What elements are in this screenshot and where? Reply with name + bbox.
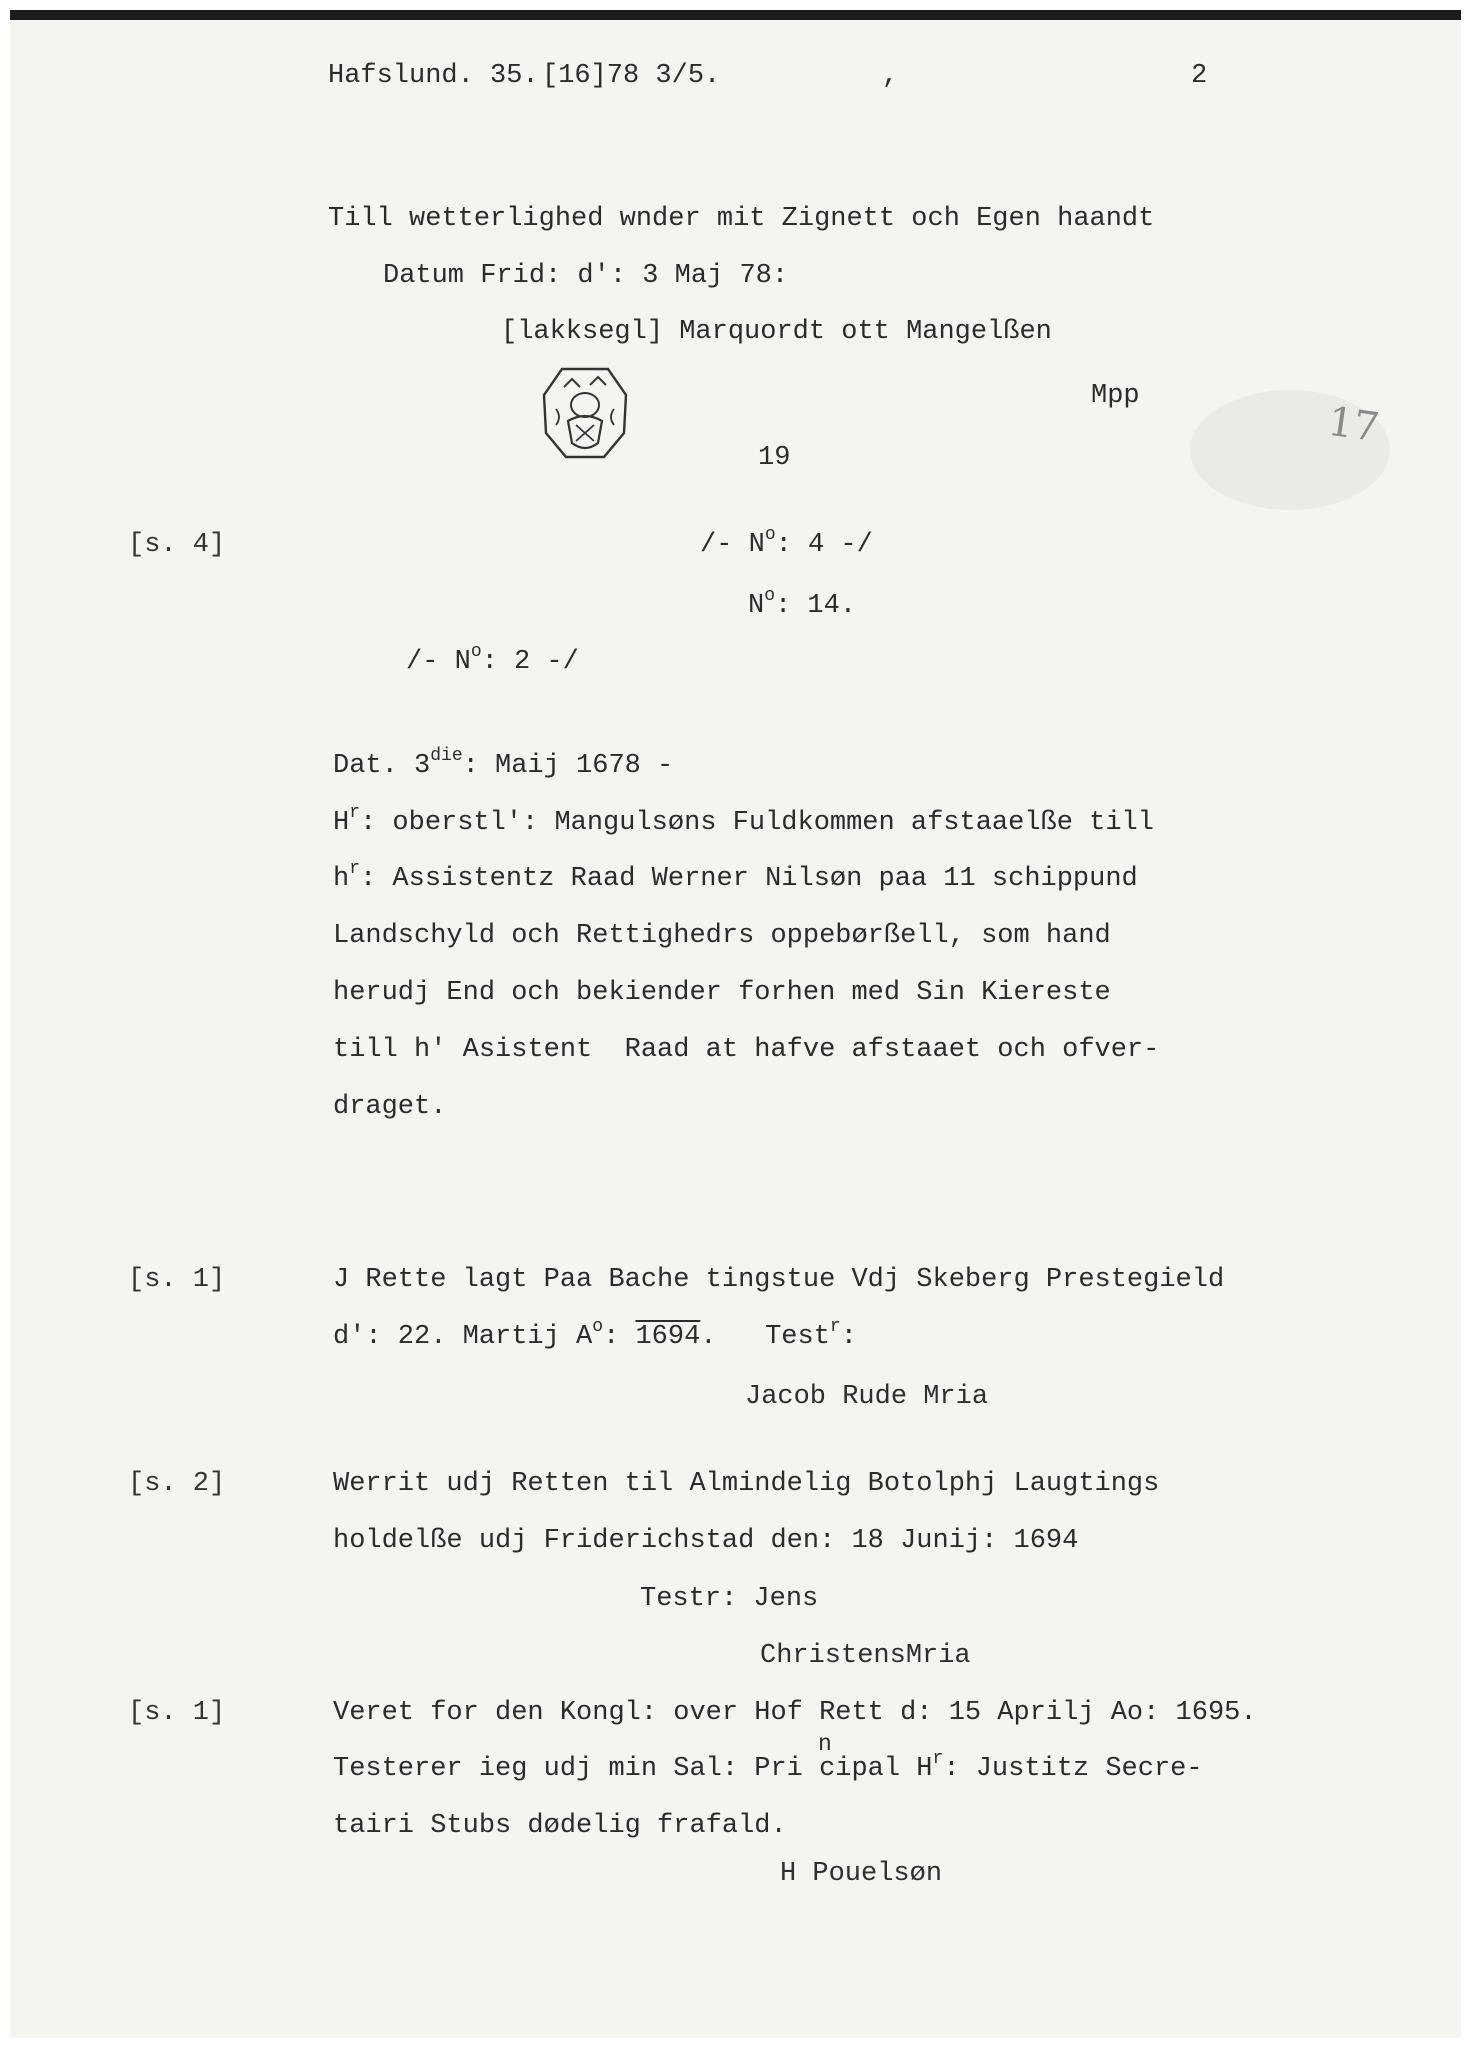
margin-ref-s4: [s. 4]	[128, 530, 226, 560]
signature-h-pouelson: H Pouelsøn	[780, 1859, 943, 1889]
header-date: [16]78 3/5.	[542, 61, 721, 91]
margin-ref-s1-a: [s. 1]	[128, 1265, 226, 1295]
insertion-letter: n	[818, 1731, 832, 1757]
number-4-line: /- $N^o$: 4 -/	[700, 525, 873, 560]
margin-ref-s2: [s. 2]	[128, 1469, 226, 1499]
entry-line-2: $h^r$: Assistentz Raad Werner Nilsøn paa 11 schippund	[333, 859, 1138, 894]
header-title: Hafslund. 35.	[328, 61, 539, 91]
document-page	[10, 10, 1461, 2038]
header-mark: ,	[882, 61, 899, 91]
margin-ref-s1-b: [s. 1]	[128, 1698, 226, 1728]
signature-jacob-rude: Jacob Rude Mria	[745, 1382, 989, 1412]
wax-seal-icon	[542, 365, 628, 461]
entry-line-6: draget.	[333, 1092, 447, 1122]
entry-line-5: till h' Asistent Raad at hafve afstaaet och ofver-	[333, 1035, 1160, 1065]
datum-line: Datum Frid: d': 3 Maj 78:	[383, 261, 789, 291]
court-line-4: holdelße udj Friderichstad den: 18 Junij: 1694	[333, 1526, 1079, 1556]
court-line-7: tairi Stubs dødelig frafald.	[333, 1811, 787, 1841]
entry-line-3: Landschyld och Rettighedrs oppebørßell, som hand	[333, 921, 1111, 951]
folio-number: 19	[758, 443, 791, 473]
court-line-3: Werrit udj Retten til Almindelig Botolphj Laugtings	[333, 1469, 1160, 1499]
page-number: 2	[1191, 61, 1208, 91]
dat-line: Dat. $3^{die}$: Maij 1678 -	[333, 746, 674, 781]
number-14-line: $N^o$: 14.	[748, 586, 857, 621]
signature-christensmria: ChristensMria	[760, 1641, 971, 1671]
court-line-2: d': 22. Martij $A^o$: 1694. Test$^r$:	[333, 1317, 857, 1352]
court-line-6: Testerer ieg udj min Sal: Pri cipal $H^r$: Justitz Secre-	[333, 1749, 1203, 1784]
testr-line: Testr: Jens	[640, 1584, 819, 1614]
entry-line-1: $H^r$: oberstl': Mangulsøns Fuldkommen afstaaelße till	[333, 803, 1154, 838]
court-line-1: J Rette lagt Paa Bache tingstue Vdj Skeberg Prestegield	[333, 1265, 1225, 1295]
pencil-mark: 17	[1325, 398, 1382, 452]
closing-line: Till wetterlighed wnder mit Zignett och Egen haandt	[328, 204, 1155, 234]
mpp-label: Mpp	[1091, 381, 1140, 411]
court-line-5: Veret for den Kongl: over Hof Rett d: 15 Aprilj Ao: 1695.	[333, 1698, 1257, 1728]
number-2-line: /- $N^o$: 2 -/	[406, 642, 579, 677]
entry-line-4: herudj End och bekiender forhen med Sin Kiereste	[333, 978, 1111, 1008]
seal-signature-line: [lakksegl] Marquordt ott Mangelßen	[501, 317, 1052, 347]
